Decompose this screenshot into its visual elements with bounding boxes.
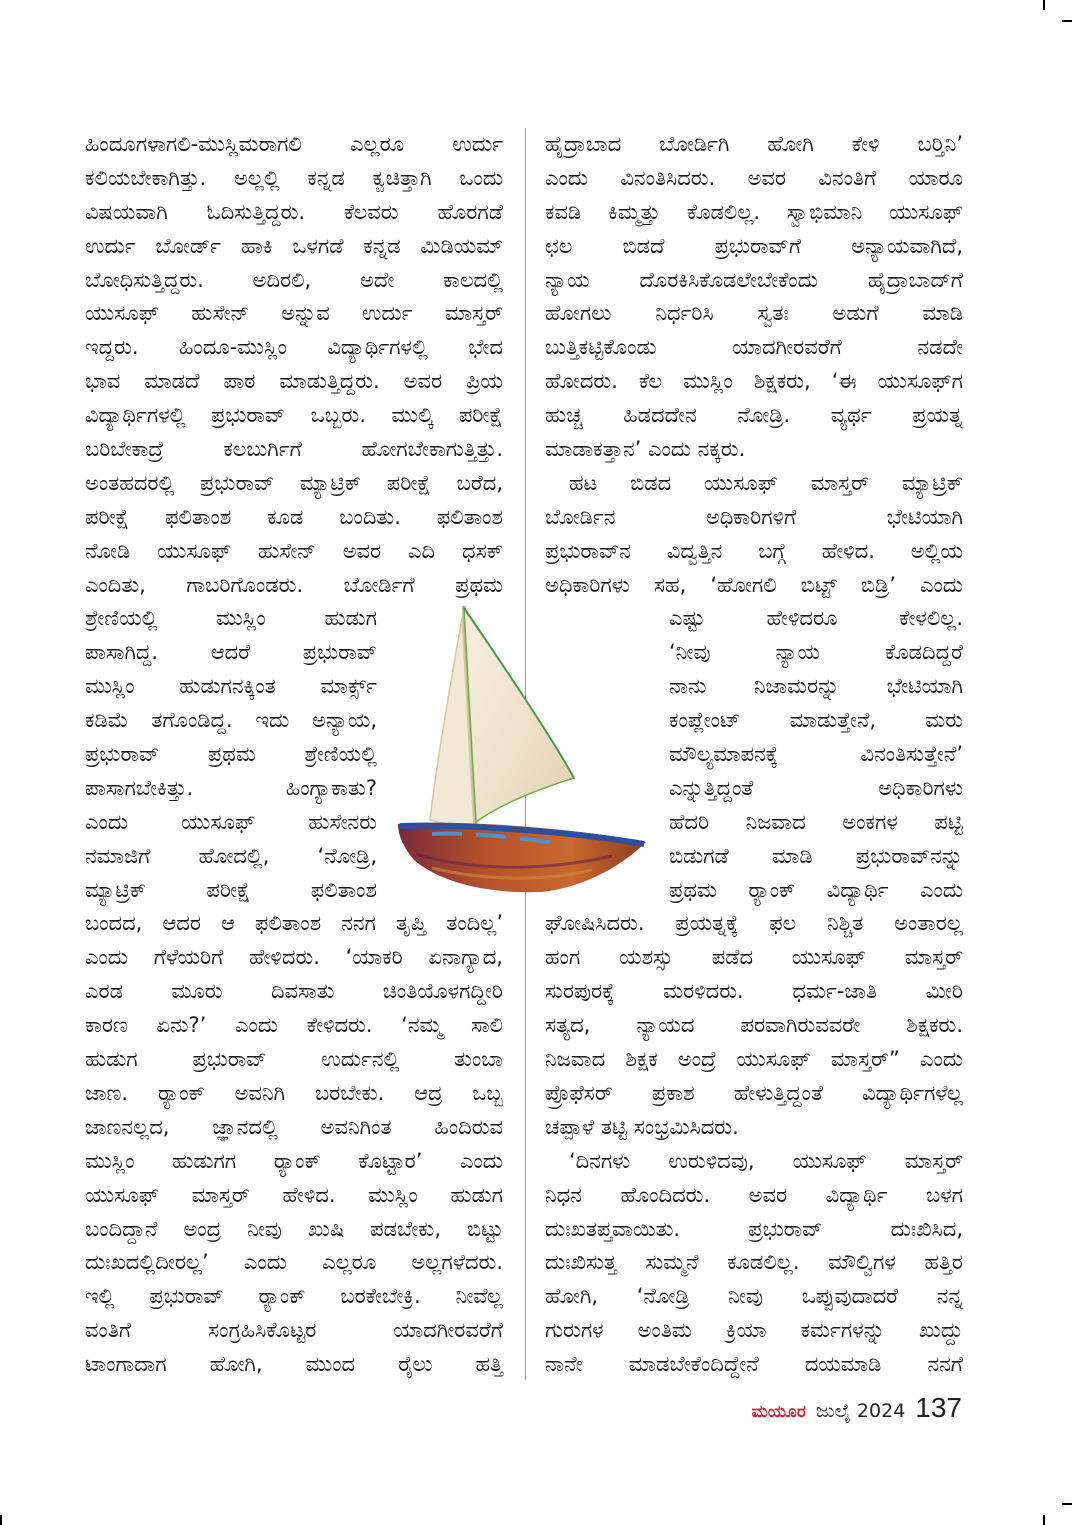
text-line: ಛಲ ಬಿಡದೆ ಪ್ರಭುರಾವ್‌ಗೆ ಅನ್ಯಾಯವಾಗಿದೆ, (545, 233, 963, 258)
text-line: ‘ನೀವು ನ್ಯಾಯ ಕೊಡದಿದ್ದರೆ (669, 640, 963, 665)
text-line: ಮಾಡಾಕತ್ತಾನ’ ಎಂದು ನಕ್ಕರು. (545, 437, 746, 462)
text-line: ಬರಿಬೇಕಾದ್ರೆ ಕಲಬುರ್ಗಿಗೆ ಹೋಗಬೇಕಾಗುತ್ತಿತ್ತು. (85, 437, 503, 462)
text-line: ಕಲಿಯಬೇಕಾಗಿತ್ತು. ಅಲ್ಲಲ್ಲಿ ಕನ್ನಡ ಕ್ವಚಿತ್ತಾಗಿ ಒಂದು (85, 165, 503, 190)
text-line: ಉರ್ದು ಬೋರ್ಡ್ ಹಾಕಿ ಒಳಗಡೆ ಕನ್ನಡ ಮಿಡಿಯಮ್ (85, 233, 503, 258)
text-line: ನ್ಯಾಯ ದೊರಕಿಸಿಕೊಡಲೇಬೇಕೆಂದು ಹೈದ್ರಾಬಾದ್‌ಗೆ (545, 267, 963, 292)
crop-mark (0, 1515, 2, 1525)
text-line: ಹುಡುಗ ಪ್ರಭುರಾವ್ ಉರ್ದುನಲ್ಲಿ ತುಂಬಾ (85, 1047, 503, 1072)
text-line: ಪ್ರಥಮ ರ್‍ಯಾಂಕ್ ವಿದ್ಯಾರ್ಥಿ ಎಂದು (669, 877, 963, 902)
text-line: ಗುರುಗಳ ಅಂತಿಮ ಕ್ರಿಯಾ ಕರ್ಮಗಳನ್ನು ಖುದ್ದು (545, 1318, 963, 1343)
text-line: ಹುಚ್ಚ ಹಿಡದದೇನ ನೋಡ್ರಿ. ವ್ಯರ್ಥ ಪ್ರಯತ್ನ (545, 403, 963, 428)
text-line: ‘ದಿನಗಳು ಉರುಳಿದವು, ಯುಸೂಫ್ ಮಾಸ್ತರ್ (569, 1148, 963, 1173)
text-line: ವಿದ್ಯಾರ್ಥಿಗಳಲ್ಲಿ ಪ್ರಭುರಾವ್ ಒಬ್ಬರು. ಮುಲ್ಕಿ ಪರೀಕ್ಷೆ (85, 403, 503, 428)
text-line: ವಿಷಯವಾಗಿ ಓದಿಸುತ್ತಿದ್ದರು. ಕೆಲವರು ಹೊರಗಡೆ (85, 199, 503, 224)
text-line: ಹಟ ಬಿಡದ ಯುಸೂಫ್ ಮಾಸ್ತರ್ ಮ್ಯಾಟ್ರಿಕ್ (569, 470, 963, 495)
issue-date: ಜುಲೈ 2024 (815, 1400, 906, 1422)
text-line: ಕವಡಿ ಕಿಮ್ಮತ್ತು ಕೊಡಲಿಲ್ಲ. ಸ್ವಾಭಿಮಾನಿ ಯುಸೂಫ್ (545, 199, 963, 224)
text-line: ಜಾಣ. ರ್‍ಯಾಂಕ್ ಅವನಿಗಿ ಬರಬೇಕು. ಆದ್ರ ಒಬ್ಬ (85, 1080, 503, 1105)
text-line: ಹೋಗಿ, ‘ನೋಡ್ರಿ ನೀವು ಒಪ್ಪುವುದಾದರೆ ನನ್ನ (545, 1284, 963, 1309)
text-line: ಕಡಿಮೆ ತಗೊಂಡಿದ್ದ. ಇದು ಅನ್ಯಾಯ, (85, 708, 377, 733)
text-line: ಘೋಷಿಸಿದರು. ಪ್ರಯತ್ನಕ್ಕೆ ಫಲ ನಿಶ್ಚಿತ ಅಂತಾರಲ್ಲ (545, 911, 963, 936)
text-line: ಪಾಸಾಗಿದ್ದ. ಆದರೆ ಪ್ರಭುರಾವ್ (85, 640, 377, 665)
main-sail (464, 608, 574, 822)
text-line: ಎಂದು ಯುಸೂಫ್ ಹುಸೇನರು (85, 809, 377, 834)
text-line: ಬೋರ್ಡಿನ ಅಧಿಕಾರಿಗಳಿಗೆ ಭೇಟಿಯಾಗಿ (545, 504, 963, 529)
text-line: ಯುಸೂಫ್ ಮಾಸ್ತರ್ ಹೇಳಿದ. ಮುಸ್ಲಿಂ ಹುಡುಗ (85, 1182, 503, 1207)
text-line: ಹೋದರು. ಕೆಲ ಮುಸ್ಲಿಂ ಶಿಕ್ಷಕರು, ‘ಈ ಯುಸೂಫ್‌ಗ (545, 369, 963, 394)
crop-mark (1062, 20, 1072, 22)
text-line: ನಾನು ನಿಜಾಮರನ್ನು ಭೇಟಿಯಾಗಿ (669, 674, 963, 699)
text-line: ಹೈದ್ರಾಬಾದ ಬೋರ್ಡಿಗಿ ಹೋಗಿ ಕೇಳಿ ಬರ್‍ತಿನಿ’ (545, 132, 963, 156)
text-line: ಪ್ರೊಫೆಸರ್ ಪ್ರಕಾಶ ಹೇಳುತ್ತಿದ್ದಂತೆ ವಿದ್ಯಾರ್ಥಿಗಳೆಲ್ಲ (545, 1080, 963, 1105)
text-line: ಹಂಗ ಯಶಸ್ಸು ಪಡೆದ ಯುಸೂಫ್ ಮಾಸ್ತರ್ (545, 945, 963, 970)
text-line: ನಮಾಜಿಗೆ ಹೋದಲ್ಲಿ, ‘ನೋಡ್ರಿ, (85, 843, 377, 868)
text-line: ಎಂದಿತು, ಗಾಬರಿಗೊಂಡರು. ಬೋರ್ಡಿಗೆ ಪ್ರಥಮ (85, 572, 503, 597)
text-line: ಪಾಸಾಗಬೇಕಿತ್ತು. ಹಿಂಗ್ಯಾಕಾತು? (85, 775, 377, 800)
text-line: ಬುತ್ತಿಕಟ್ಟಿಕೊಂಡು ಯಾದಗೀರವರೆಗೆ ನಡದೇ (545, 335, 963, 360)
text-line: ದುಃಖದಲ್ಲಿದೀರಲ್ಲ’ ಎಂದು ಎಲ್ಲರೂ ಅಲ್ಲಗಳೆದರು. (85, 1250, 503, 1275)
text-line: ವಂತಿಗೆ ಸಂಗ್ರಹಿಸಿಕೊಟ್ಟರ ಯಾದಗೀರವರೆಗೆ (85, 1318, 503, 1343)
text-line: ಪ್ರಭುರಾವ್‌ನ ವಿದ್ವತ್ತಿನ ಬಗ್ಗೆ ಹೇಳಿದ. ಅಲ್ಲಿಯ (545, 538, 963, 563)
text-line: ಯುಸೂಫ್ ಹುಸೇನ್ ಅನ್ನುವ ಉರ್ದು ಮಾಸ್ತರ್ (85, 301, 503, 326)
text-line: ಎಂದು ಗೆಳೆಯರಿಗೆ ಹೇಳಿದರು. ‘ಯಾಕರಿ ಏನಾಗ್ಯಾದ, (85, 945, 503, 970)
text-line: ಕಂಪ್ಲೇಂಟ್ ಮಾಡುತ್ತೇನೆ, ಮರು (669, 708, 963, 733)
text-line: ಅಂತಹದರಲ್ಲಿ ಪ್ರಭುರಾವ್ ಮ್ಯಾಟ್ರಿಕ್ ಪರೀಕ್ಷೆ ಬರೆದ, (85, 470, 503, 495)
text-line: ಜಾಣನಲ್ಲದ, ಜ್ಞಾನದಲ್ಲಿ ಅವನಿಗಿಂತ ಹಿಂದಿರುವ (85, 1114, 503, 1139)
text-line: ಚಪ್ಪಾಳೆ ತಟ್ಟಿ ಸಂಭ್ರಮಿಸಿದರು. (545, 1114, 739, 1139)
crop-mark (1062, 1503, 1072, 1505)
text-line: ಬಂದಿದ್ದಾನೆ ಅಂದ್ರ ನೀವು ಖುಷಿ ಪಡಬೇಕು, ಬಿಟ್ಟು (85, 1216, 503, 1241)
text-line: ನಿಧನ ಹೊಂದಿದರು. ಅವರ ವಿದ್ಯಾರ್ಥಿ ಬಳಗ (545, 1182, 963, 1207)
text-line: ಮುಸ್ಲಿಂ ಹುಡುಗಗ ರ್‍ಯಾಂಕ್ ಕೊಟ್ಟಾರ’ ಎಂದು (85, 1148, 503, 1173)
sailboat-illustration (392, 598, 654, 898)
text-line: ಎರಡ ಮೂರು ದಿವಸಾತು ಚಿಂತಿಯೊಳಗದ್ದೀರಿ (85, 979, 503, 1004)
text-line: ಪರೀಕ್ಷೆ ಫಲಿತಾಂಶ ಕೂಡ ಬಂದಿತು. ಫಲಿತಾಂಶ (85, 504, 503, 529)
text-line: ಮೌಲ್ಯಮಾಪನಕ್ಕೆ ವಿನಂತಿಸುತ್ತೇನೆ’ (669, 742, 963, 767)
text-line: ಮುಸ್ಲಿಂ ಹುಡುಗನಕ್ಕಿಂತ ಮಾರ್ಕ್ಸ್ (85, 674, 377, 699)
crop-mark (1043, 0, 1045, 10)
text-line: ಕಾರಣ ಏನು?’ ಎಂದು ಕೇಳಿದರು. ‘ನಮ್ಮ ಸಾಲಿ (85, 1013, 503, 1038)
crop-mark (1043, 1515, 1045, 1525)
text-line: ಪ್ರಭುರಾವ್ ಪ್ರಥಮ ಶ್ರೇಣಿಯಲ್ಲಿ (85, 742, 377, 767)
text-line: ಶ್ರೇಣಿಯಲ್ಲಿ ಮುಸ್ಲಿಂ ಹುಡುಗ (85, 606, 377, 631)
text-line: ದುಃಖಿಸುತ್ತ ಸುಮ್ಮನೆ ಕೂಡಲಿಲ್ಲ. ಮೌಲ್ವಿಗಳ ಹತ್ತಿರ (545, 1250, 963, 1275)
text-line: ಭಾವ ಮಾಡದೆ ಪಾಠ ಮಾಡುತ್ತಿದ್ದರು. ಅವರ ಪ್ರಿಯ (85, 369, 503, 394)
text-line: ಎನ್ನುತ್ತಿದ್ದಂತೆ ಅಧಿಕಾರಿಗಳು (669, 775, 963, 800)
text-line: ನಿಜವಾದ ಶಿಕ್ಷಕ ಅಂದ್ರೆ ಯುಸೂಫ್ ಮಾಸ್ತರ್” ಎಂದು (545, 1047, 963, 1072)
page-footer (752, 1392, 962, 1424)
text-line: ಹಿಂದೂಗಳಾಗಲಿ-ಮುಸ್ಲಿಮರಾಗಲಿ ಎಲ್ಲರೂ ಉರ್ದು (85, 132, 503, 156)
magazine-name: ಮಯೂರ (751, 1402, 806, 1422)
text-line: ಟಾಂಗಾದಾಗ ಹೋಗಿ, ಮುಂದ ರೈಲು ಹತ್ತಿ (85, 1352, 503, 1377)
text-line: ಸುರಪುರಕ್ಕೆ ಮರಳಿದರು. ಧರ್ಮ-ಜಾತಿ ಮೀರಿ (545, 979, 963, 1004)
page-number: 137 (915, 1392, 962, 1423)
text-line: ದುಃಖತಪ್ತವಾಯಿತು. ಪ್ರಭುರಾವ್ ದುಃಖಿಸಿದ, (545, 1216, 963, 1241)
text-line: ನಾನೇ ಮಾಡಬೇಕೆಂದಿದ್ದೇನೆ ದಯಮಾಡಿ ನನಗೆ (545, 1352, 963, 1377)
text-line: ಇಲ್ಲಿ ಪ್ರಭುರಾವ್ ರ್‍ಯಾಂಕ್ ಬರಕೇಬೇಕ್ರಿ. ನೀವೆಲ್ಲ (85, 1284, 503, 1309)
text-line: ನೋಡಿ ಯುಸೂಫ್ ಹುಸೇನ್ ಅವರ ಎದಿ ಧಸಕ್ (85, 538, 503, 563)
text-line: ಬೋಧಿಸುತ್ತಿದ್ದರು. ಅದಿರಲಿ, ಅದೇ ಕಾಲದಲ್ಲಿ (85, 267, 503, 292)
text-line: ಮ್ಯಾಟ್ರಿಕ್ ಪರೀಕ್ಷೆ ಫಲಿತಾಂಶ (85, 877, 377, 902)
text-line: ಎಷ್ಟು ಹೇಳಿದರೂ ಕೇಳಲಿಲ್ಲ. (669, 606, 963, 631)
text-line: ಸತ್ಯದ, ನ್ಯಾಯದ ಪರವಾಗಿರುವವರೇ ಶಿಕ್ಷಕರು. (545, 1013, 963, 1038)
text-line: ಹೆದರಿ ನಿಜವಾದ ಅಂಕಗಳ ಪಟ್ಟಿ (669, 809, 963, 834)
text-line: ಹೋಗಲು ನಿರ್ಧರಿಸಿ ಸ್ವತಃ ಅಡುಗೆ ಮಾಡಿ (545, 301, 963, 326)
text-line: ಅಧಿಕಾರಿಗಳು ಸಹ, ‘ಹೋಗಲಿ ಬಿಟ್ಟ್ ಬಿಡ್ರಿ’ ಎಂದು (545, 572, 963, 597)
text-line: ಎಂದು ವಿನಂತಿಸಿದರು. ಅವರ ವಿನಂತಿಗೆ ಯಾರೂ (545, 165, 963, 190)
text-line: ಇದ್ದರು. ಹಿಂದೂ-ಮುಸ್ಲಿಂ ವಿದ್ಯಾರ್ಥಿಗಳಲ್ಲಿ ಭೇದ (85, 335, 503, 360)
text-line: ಬಂದದ, ಆದರ ಆ ಫಲಿತಾಂಶ ನನಗ ತೃಪ್ತಿ ತಂದಿಲ್ಲ’ (85, 911, 503, 936)
text-line: ಬಿಡುಗಡೆ ಮಾಡಿ ಪ್ರಭುರಾವ್‌ನನ್ನು (669, 843, 963, 868)
